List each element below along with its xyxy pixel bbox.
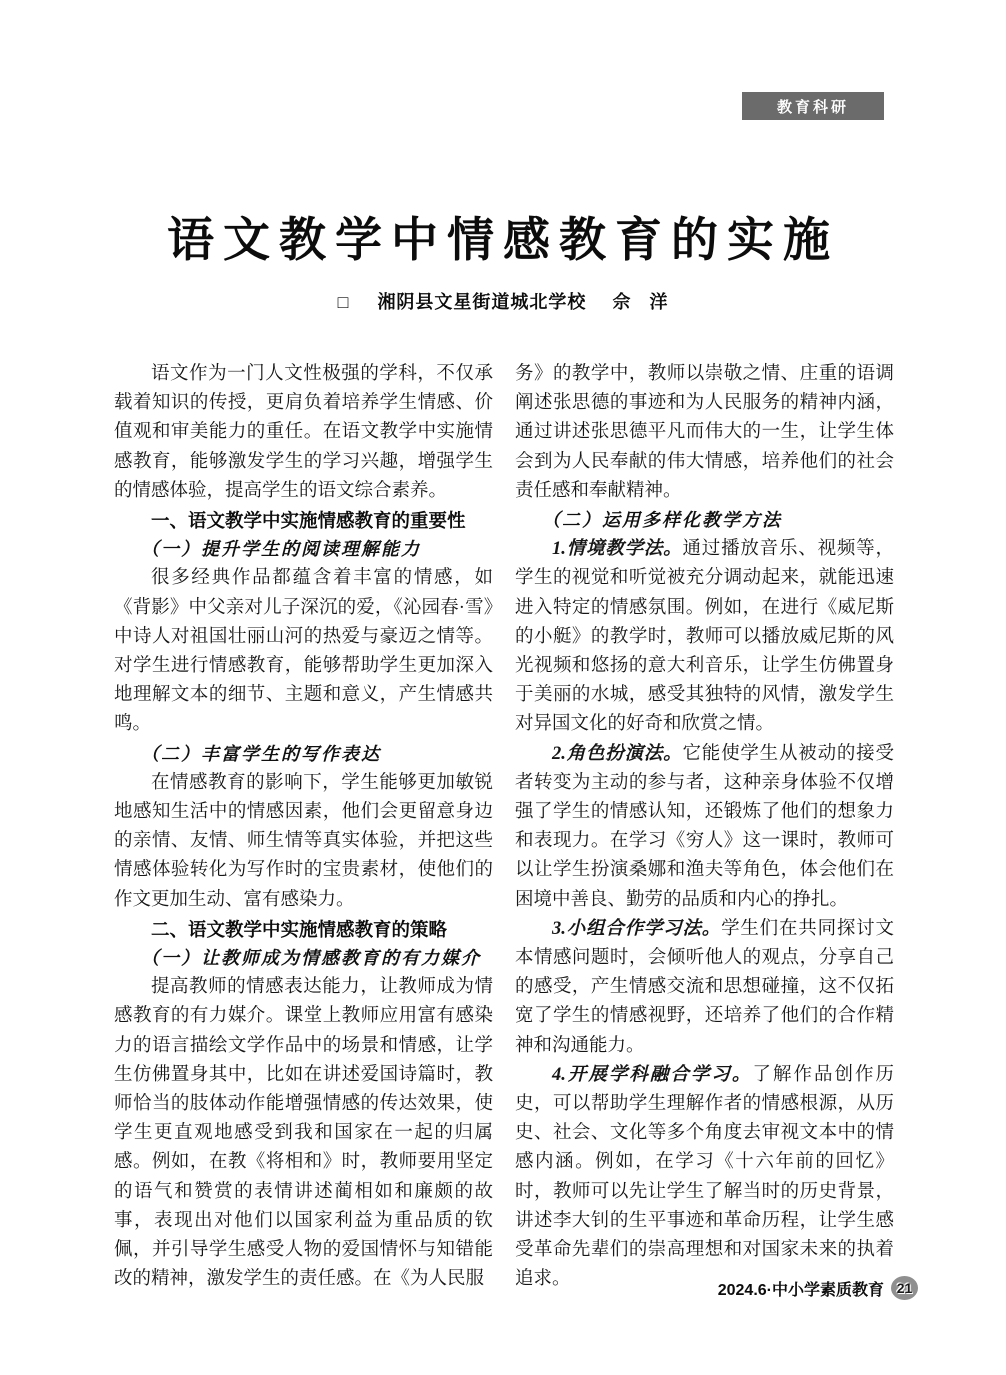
sub-heading: （一）提升学生的阅读理解能力 bbox=[141, 539, 421, 560]
body-paragraph: 在情感教育的影响下，学生能够更加敏锐地感知生活中的情感因素，他们会更留意身边的亲情、友情、师生情等真实体验，并把这些情感体验转化为写作时的宝贵素材，使他们的作文更加生动、富有感染力。 bbox=[114, 772, 493, 910]
body-paragraph: 很多经典作品都蕴含着丰富的情感，如《背影》中父亲对儿子深沉的爱，《沁园春·雪》中诗人对祖国壮丽山河的热爱与豪迈之情等。对学生进行情感教育，能够帮助学生更加深入地理解文本的细节、主题和意义，产生情感共鸣。 bbox=[114, 568, 493, 735]
body-paragraph: 提高教师的情感表达能力，让教师成为情感教育的有力媒介。课堂上教师应用富有感染力的语言描绘文学作品中的场景和情感，让学生仿佛置身其中，比如在讲述爱国诗篇时，教师恰当的肢体动作能增强情感的传达效果，使学生更直观地感受到我和国家在一起的归属感。例如，在教《将相和》时，教师要用坚定的语气和赞赏的表情讲述蔺相如和廉颇的故事，表现出对他们以国家利益为重品质的钦佩，并引导学生感受人物的爱国情怀与知错能改的精神，激发学生的责任感。在《为人民服 bbox=[114, 977, 493, 1290]
page-number-badge: 21 bbox=[891, 1276, 918, 1300]
body-paragraph: 1.情境教学法。通过播放音乐、视频等，学生的视觉和听觉被充分调动起来，就能迅速进入特定的情感氛围。例如，在进行《威尼斯的小艇》的教学时，教师可以播放威尼斯的风光视频和悠扬的意大利音乐，让学生仿佛置身于美丽的水城，感受其独特的风情，激发学生对异国文化的好奇和欣赏之情。 bbox=[515, 539, 894, 735]
sub-heading: （二）运用多样化教学方法 bbox=[542, 510, 782, 531]
author-affiliation: 湘阴县文星街道城北学校 bbox=[377, 292, 587, 312]
page-footer bbox=[718, 1276, 918, 1300]
author-given-name: 洋 bbox=[649, 292, 669, 312]
paragraph-lead: 4.开展学科融合学习。 bbox=[552, 1064, 753, 1085]
body-paragraph: 语文作为一门人文性极强的学科，不仅承载着知识的传授，更肩负着培养学生情感、价值观和审美能力的重任。在语文教学中实施情感教育，能够激发学生的学习兴趣，增强学生的情感体验，提高学生的语文综合素养。 bbox=[114, 364, 493, 501]
paragraph-lead: 3.小组合作学习法。 bbox=[552, 918, 722, 939]
category-badge: 教育科研 bbox=[742, 92, 884, 120]
article-title: 语文教学中情感教育的实施 bbox=[167, 215, 839, 267]
section-heading: 一、语文教学中实施情感教育的重要性 bbox=[151, 510, 466, 532]
body-paragraph: 4.开展学科融合学习。了解作品创作历史，可以帮助学生理解作者的情感根源，从历史、社会、文化等多个角度去审视文本中的情感内涵。例如，在学习《十六年前的回忆》时，教师可以先让学生了解当时的历史背景，讲述李大钊的生平事迹和革命历程，让学生感受革命先辈们的崇高理想和对国家未来的执着追求。 bbox=[515, 1064, 894, 1290]
section-heading: 二、语文教学中实施情感教育的策略 bbox=[151, 918, 448, 940]
sub-heading: （二）丰富学生的写作表达 bbox=[141, 743, 381, 764]
author-marker-square: □ bbox=[337, 292, 350, 312]
author-surname: 佘 bbox=[612, 292, 632, 312]
paragraph-lead: 1.情境教学法。 bbox=[552, 539, 683, 560]
right-column bbox=[515, 360, 894, 1295]
body-paragraph: 务》的教学中，教师以崇敬之情、庄重的语调阐述张思德的事迹和为人民服务的精神内涵，通过讲述张思德平凡而伟大的一生，让学生体会到为人民奉献的伟大情感，培养他们的社会责任感和奉献精神。 bbox=[515, 364, 894, 501]
article-body bbox=[114, 360, 894, 1295]
body-paragraph: 3.小组合作学习法。学生们在共同探讨文本情感问题时，会倾听他人的观点，分享自己的感受，产生情感交流和思想碰撞，这不仅拓宽了学生的情感视野，还培养了他们的合作精神和沟通能力。 bbox=[515, 918, 894, 1056]
body-paragraph: 2.角色扮演法。它能使学生从被动的接受者转变为主动的参与者，这种亲身体验不仅增强了学生的情感认知，还锻炼了他们的想象力和表现力。在学习《穷人》这一课时，教师可以让学生扮演桑娜和渔夫等角色，体会他们在困境中善良、勤劳的品质和内心的挣扎。 bbox=[515, 743, 894, 910]
left-column bbox=[114, 360, 493, 1295]
journal-issue-label: 2024.6·中小学素质教育 bbox=[717, 1281, 884, 1299]
sub-heading: （一）让教师成为情感教育的有力媒介 bbox=[141, 948, 481, 969]
paragraph-lead: 2.角色扮演法。 bbox=[552, 743, 683, 764]
author-line bbox=[0, 288, 1006, 314]
